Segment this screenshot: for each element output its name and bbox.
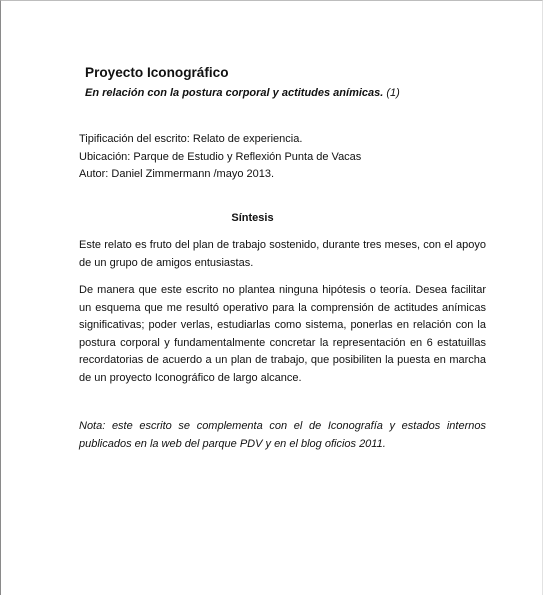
meta-location: Ubicación: Parque de Estudio y Reflexión Punta de Vacas xyxy=(79,150,362,163)
section-heading: Síntesis xyxy=(231,212,274,224)
document-subtitle xyxy=(85,87,400,99)
paragraph: De manera que este escrito no plantea ninguna hipótesis o teoría. Desea facilitar un esquema que me resultó operativo para la comprensión de actitudes anímicas significativas; poder verlas, estudiarlas como sistema, ponerlas en relación con la postura corporal y fundamentalmente concretar la representación en 6 estatuillas recordatorias de acuerdo a un plan de trabajo, que posibiliten la puesta en marcha de un proyecto Iconográfico de largo alcance. xyxy=(79,284,486,384)
subtitle-footnote-ref: (1) xyxy=(386,87,400,99)
document-meta xyxy=(79,131,361,184)
note-paragraph: Nota: este escrito se complementa con el de Iconografía y estados internos publicados en la web del parque PDV y en el blog oficios 2011. xyxy=(79,420,486,450)
document-title: Proyecto Iconográfico xyxy=(85,65,229,80)
meta-typification: Tipificación del escrito: Relato de experiencia. xyxy=(79,133,303,145)
meta-author: Autor: Daniel Zimmermann /mayo 2013. xyxy=(79,168,275,180)
paragraph: Este relato es fruto del plan de trabajo sostenido, durante tres meses, con el apoyo de un grupo de amigos entusiastas. xyxy=(79,239,486,269)
subtitle-text: En relación con la postura corporal y actitudes anímicas. xyxy=(85,87,384,99)
